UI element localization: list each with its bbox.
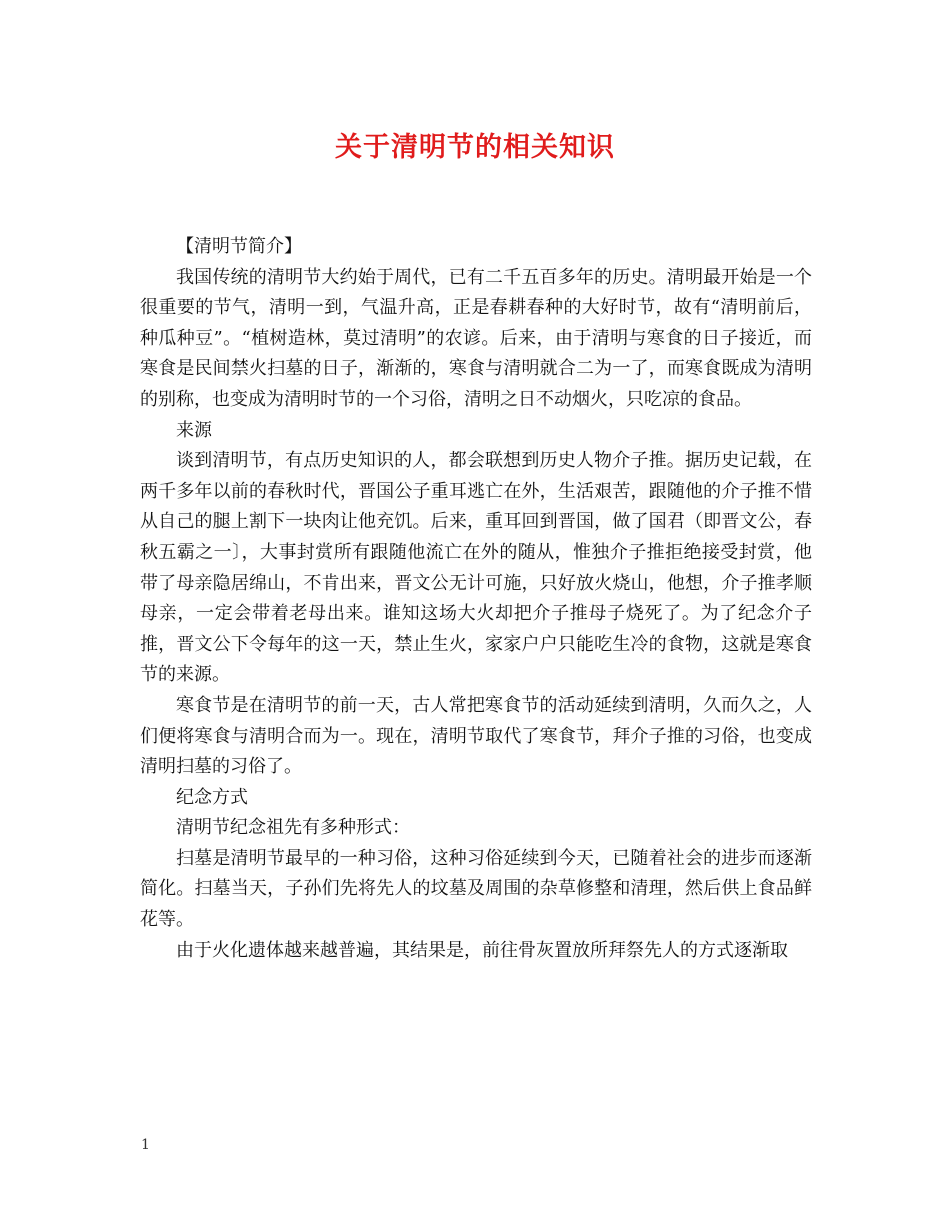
paragraph-hanshi: 寒食节是在清明节的前一天，古人常把寒食节的活动延续到清明，久而久之，人们便将寒食与清明合而为一。现在，清明节取代了寒食节，拜介子推的习俗，也变成清明扫墓的习俗了。 <box>140 694 812 778</box>
document-body <box>140 232 812 966</box>
paragraph-intro: 我国传统的清明节大约始于周代，已有二千五百多年的历史。清明最开始是一个很重要的节气，清明一到，气温升高，正是春耕春种的大好时节，故有“清明前后，种瓜种豆”。“植树造林，莫过清明”的农谚。后来，由于清明与寒食的日子接近，而寒食是民间禁火扫墓的日子，渐渐的，寒食与清明就合二为一了，而寒食既成为清明的别称，也变成为清明时节的一个习俗，清明之日不动烟火，只吃凉的食品。 <box>140 266 812 410</box>
section-heading-commemoration: 纪念方式 <box>176 786 248 808</box>
page-title: 关于清明节的相关知识 <box>335 132 615 163</box>
paragraph-tomb-sweeping: 扫墓是清明节最早的一种习俗，这种习俗延续到今天，已随着社会的进步而逐渐简化。扫墓当天，子孙们先将先人的坟墓及周围的杂草修整和清理，然后供上食品鲜花等。 <box>140 847 812 931</box>
paragraph-forms: 清明节纪念祖先有多种形式： <box>176 817 410 839</box>
section-heading-origin: 来源 <box>176 419 212 441</box>
paragraph-origin: 谈到清明节，有点历史知识的人，都会联想到历史人物介子推。据历史记载，在两千多年以前的春秋时代，晋国公子重耳逃亡在外，生活艰苦，跟随他的介子推不惜从自己的腿上割下一块肉让他充饥。后来，重耳回到晋国，做了国君（即晋文公，春秋五霸之一〕，大事封赏所有跟随他流亡在外的随从，惟独介子推拒绝接受封赏，他带了母亲隐居绵山，不肯出来，晋文公无计可施，只好放火烧山，他想，介子推孝顺母亲，一定会带着老母出来。谁知这场大火却把介子推母子烧死了。为了纪念介子推，晋文公下令每年的这一天，禁止生火，家家户户只能吃生冷的食物，这就是寒食节的来源。 <box>140 450 812 686</box>
section-heading-intro: 【清明节简介】 <box>176 236 302 257</box>
paragraph-cremation: 由于火化遗体越来越普遍，其结果是，前往骨灰置放所拜祭先人的方式逐渐取 <box>176 939 788 961</box>
page-number: 1 <box>141 1137 150 1153</box>
